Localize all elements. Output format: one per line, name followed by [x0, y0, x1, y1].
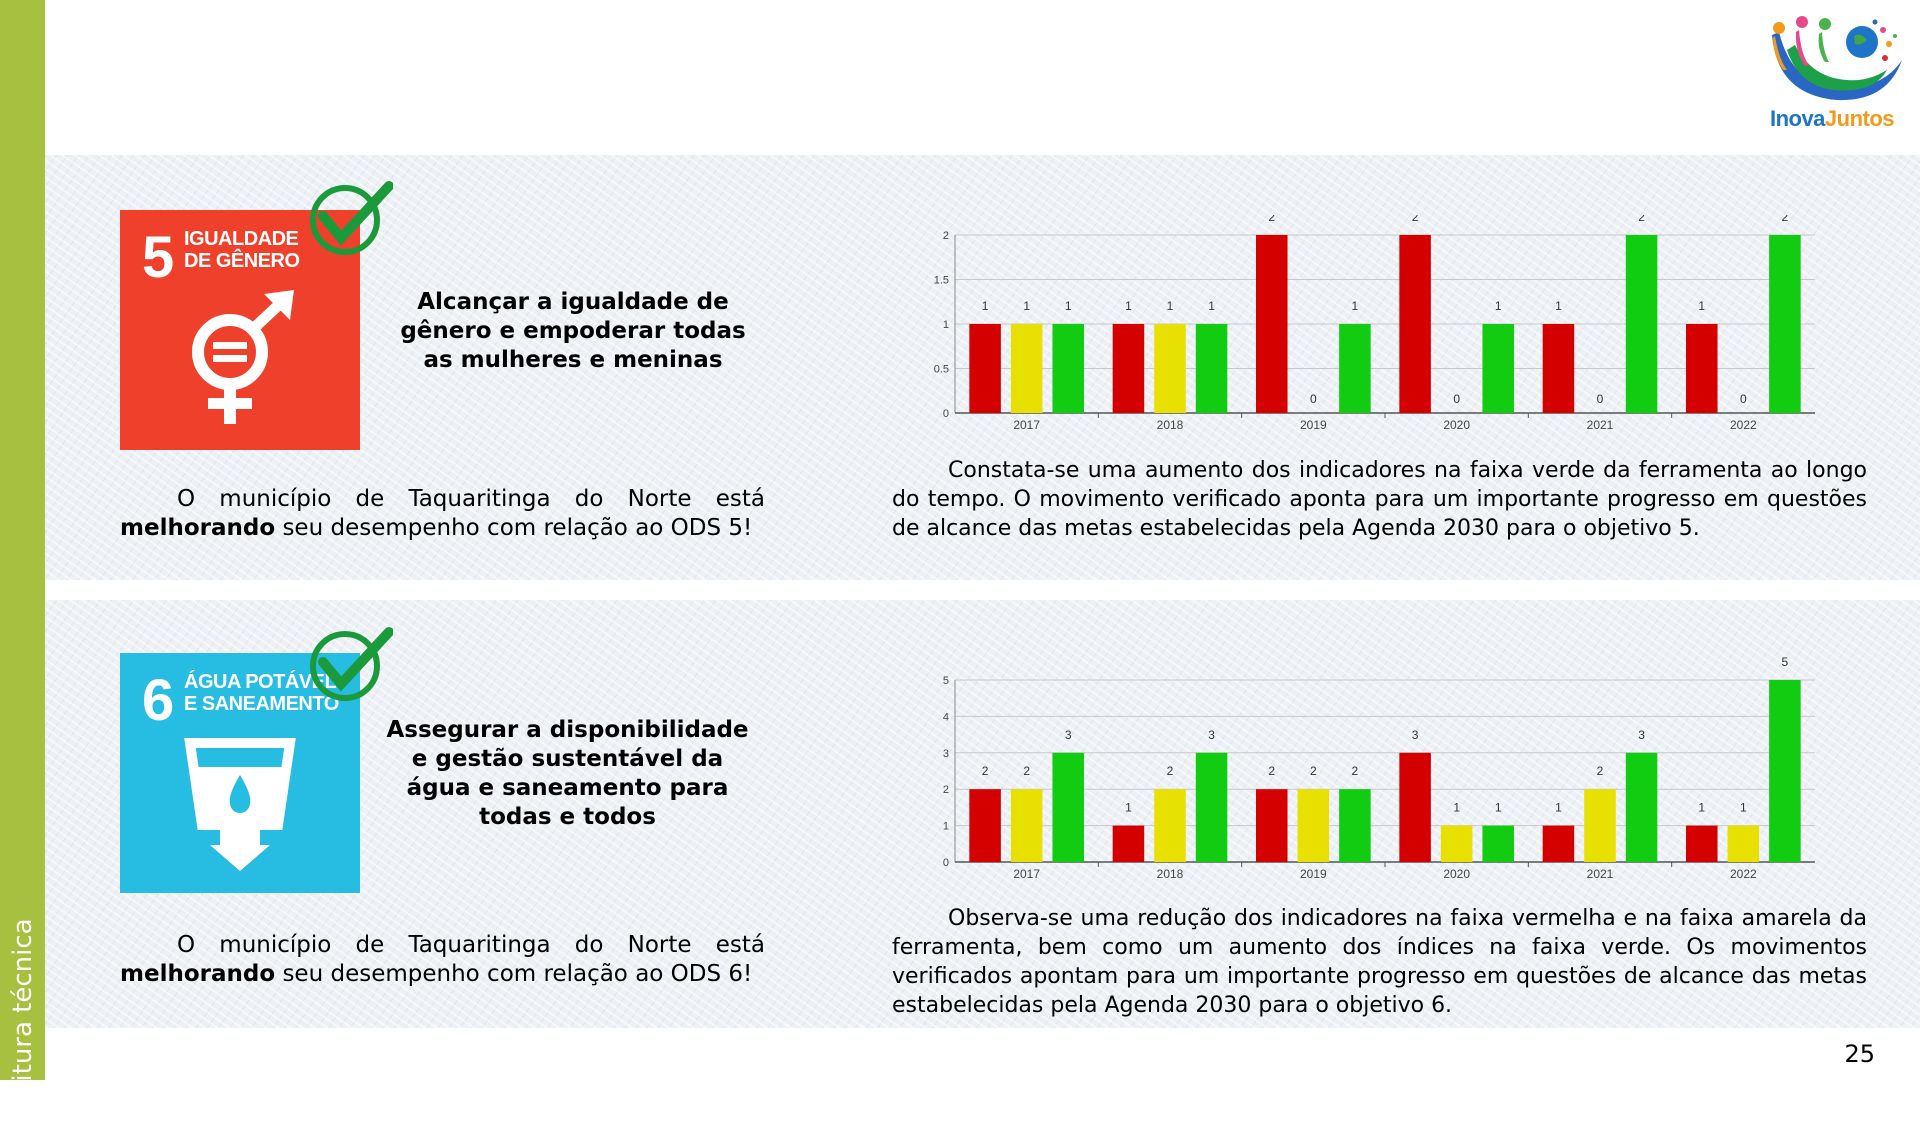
logo-wordmark: InovaJuntos [1769, 106, 1895, 131]
data-label: 1 [1453, 800, 1461, 815]
y-tick-label: 1.5 [933, 274, 949, 287]
sidebar-band [0, 0, 45, 1112]
chart-bar [1399, 235, 1431, 413]
ods5-number: 5 [142, 225, 175, 290]
data-label: 1 [981, 299, 989, 313]
data-label: 2 [1351, 764, 1359, 779]
chart-bar [1339, 324, 1371, 413]
data-label: 0 [1596, 392, 1604, 406]
y-tick-label: 0 [942, 408, 949, 420]
inovajuntos-logo [1757, 10, 1907, 135]
chart-bar [1482, 826, 1514, 862]
y-tick-label: 2 [942, 784, 949, 797]
water-glass-icon [180, 733, 300, 873]
chart-bar [1298, 789, 1330, 862]
ods6-title: ÁGUA POTÁVEL E SANEAMENTO [184, 671, 339, 715]
x-tick-label: 2017 [1013, 418, 1041, 430]
chart-bar [1196, 753, 1228, 862]
ods6-chart-svg [930, 650, 1820, 880]
y-tick-label: 0 [942, 857, 949, 869]
x-tick-label: 2020 [1443, 418, 1471, 430]
x-tick-label: 2022 [1729, 867, 1757, 880]
x-tick-label: 2019 [1299, 867, 1327, 880]
chart-bar [969, 324, 1001, 413]
x-tick-label: 2018 [1156, 418, 1184, 430]
chart-bar [1769, 680, 1801, 862]
data-label: 1 [1494, 800, 1502, 815]
checkmark-icon [307, 180, 393, 258]
y-tick-label: 1 [942, 820, 949, 833]
data-label: 3 [1064, 727, 1072, 742]
data-label: 1 [1125, 800, 1132, 815]
chart-bar [1011, 324, 1043, 413]
chart-bar [1011, 789, 1043, 862]
data-label: 0 [1309, 392, 1317, 406]
x-tick-label: 2018 [1156, 867, 1184, 880]
data-label: 2 [1166, 764, 1174, 779]
checkmark-icon [307, 626, 393, 704]
chart-bar [1441, 826, 1473, 862]
data-label: 2 [1781, 215, 1789, 224]
chart-bar [1728, 826, 1760, 862]
ods6-status-text: O município de Taquaritinga do Norte está melhorando seu desempenho com relação ao ODS 6! [120, 932, 765, 987]
gender-symbol-icon [180, 290, 300, 430]
chart-bar [1052, 324, 1084, 413]
data-label: 5 [1781, 655, 1789, 669]
data-label: 3 [1208, 727, 1215, 742]
ods5-goal-text: Alcançar a igualdade de gênero e empoderar todas as mulheres e meninas [400, 289, 746, 373]
data-label: 0 [1739, 392, 1747, 406]
data-label: 2 [1309, 764, 1317, 779]
chart-bar [1256, 789, 1288, 862]
chart-bar [969, 789, 1001, 862]
data-label: 2 [1411, 215, 1419, 224]
x-tick-label: 2022 [1729, 418, 1757, 430]
chart-bar [1339, 789, 1371, 862]
sidebar-label: Leitura técnica [8, 918, 38, 1112]
data-label: 1 [1698, 299, 1706, 313]
data-label: 1 [1494, 299, 1502, 313]
data-label: 3 [1411, 727, 1419, 742]
data-label: 3 [1638, 727, 1645, 742]
x-tick-label: 2019 [1299, 418, 1327, 430]
data-label: 0 [1453, 392, 1461, 406]
y-tick-label: 3 [942, 747, 949, 760]
chart-bar [1196, 324, 1228, 413]
chart-bar [1769, 235, 1801, 413]
chart-bar [1399, 753, 1431, 862]
y-tick-label: 4 [942, 711, 949, 724]
data-label: 1 [1023, 299, 1031, 313]
x-tick-label: 2020 [1443, 867, 1471, 880]
data-label: 1 [1208, 299, 1215, 313]
data-label: 1 [1698, 800, 1706, 815]
chart-bar [1626, 753, 1658, 862]
ods6-number: 6 [142, 668, 175, 733]
ods5-bar-chart [930, 215, 1820, 430]
chart-bar [1686, 324, 1718, 413]
chart-bar [1256, 235, 1288, 413]
x-tick-label: 2021 [1586, 418, 1614, 430]
chart-bar [1154, 789, 1186, 862]
chart-bar [1626, 235, 1658, 413]
page-number: 25 [1844, 1040, 1875, 1068]
y-tick-label: 5 [942, 675, 949, 687]
ods6-description: Observa-se uma redução dos indicadores na faixa vermelha e na faixa amarela da ferramenta, bem como um aumento dos índices na faixa verde. Os movimentos verificados apontam para um importante progresso em questões de alcance das metas estabelecidas pela Agenda 2030 para o objetivo 6. [892, 906, 1867, 1018]
data-label: 2 [1268, 764, 1276, 779]
data-label: 1 [1739, 800, 1747, 815]
chart-bar [1584, 789, 1616, 862]
chart-bar [1113, 826, 1145, 862]
chart-bar [1052, 753, 1084, 862]
ods6-goal-text: Assegurar a disponibilidade e gestão sustentável da água e saneamento para todas e todos [386, 717, 749, 830]
ods6-bar-chart [930, 650, 1820, 880]
data-label: 2 [1268, 215, 1276, 224]
chart-bar [1154, 324, 1186, 413]
chart-bar [1543, 324, 1575, 413]
y-tick-label: 2 [942, 230, 949, 242]
y-tick-label: 1 [942, 319, 949, 331]
ods5-status-text: O município de Taquaritinga do Norte está melhorando seu desempenho com relação ao ODS 5! [120, 486, 765, 541]
logo-graphic [1757, 10, 1907, 110]
data-label: 2 [1638, 215, 1645, 224]
data-label: 1 [1064, 299, 1072, 313]
y-tick-label: 0.5 [933, 363, 949, 376]
chart-bar [1482, 324, 1514, 413]
data-label: 1 [1166, 299, 1174, 313]
chart-bar [1113, 324, 1145, 413]
chart-bar [1686, 826, 1718, 862]
data-label: 1 [1555, 800, 1562, 815]
ods5-description: Constata-se uma aumento dos indicadores na faixa verde da ferramenta ao longo do tempo. O movimento verificado aponta para um importante progresso em questões de alcance das metas estabelecidas pela Agenda 2030 para o objetivo 5. [892, 458, 1867, 541]
data-label: 2 [1596, 764, 1604, 779]
chart-bar [1543, 826, 1575, 862]
data-label: 2 [981, 764, 989, 779]
data-label: 1 [1125, 299, 1132, 313]
data-label: 2 [1023, 764, 1031, 779]
x-tick-label: 2017 [1013, 867, 1041, 880]
data-label: 1 [1351, 299, 1359, 313]
data-label: 1 [1555, 299, 1562, 313]
ods5-chart-svg [930, 215, 1820, 430]
x-tick-label: 2021 [1586, 867, 1614, 880]
ods5-title: IGUALDADE DE GÊNERO [184, 228, 300, 272]
